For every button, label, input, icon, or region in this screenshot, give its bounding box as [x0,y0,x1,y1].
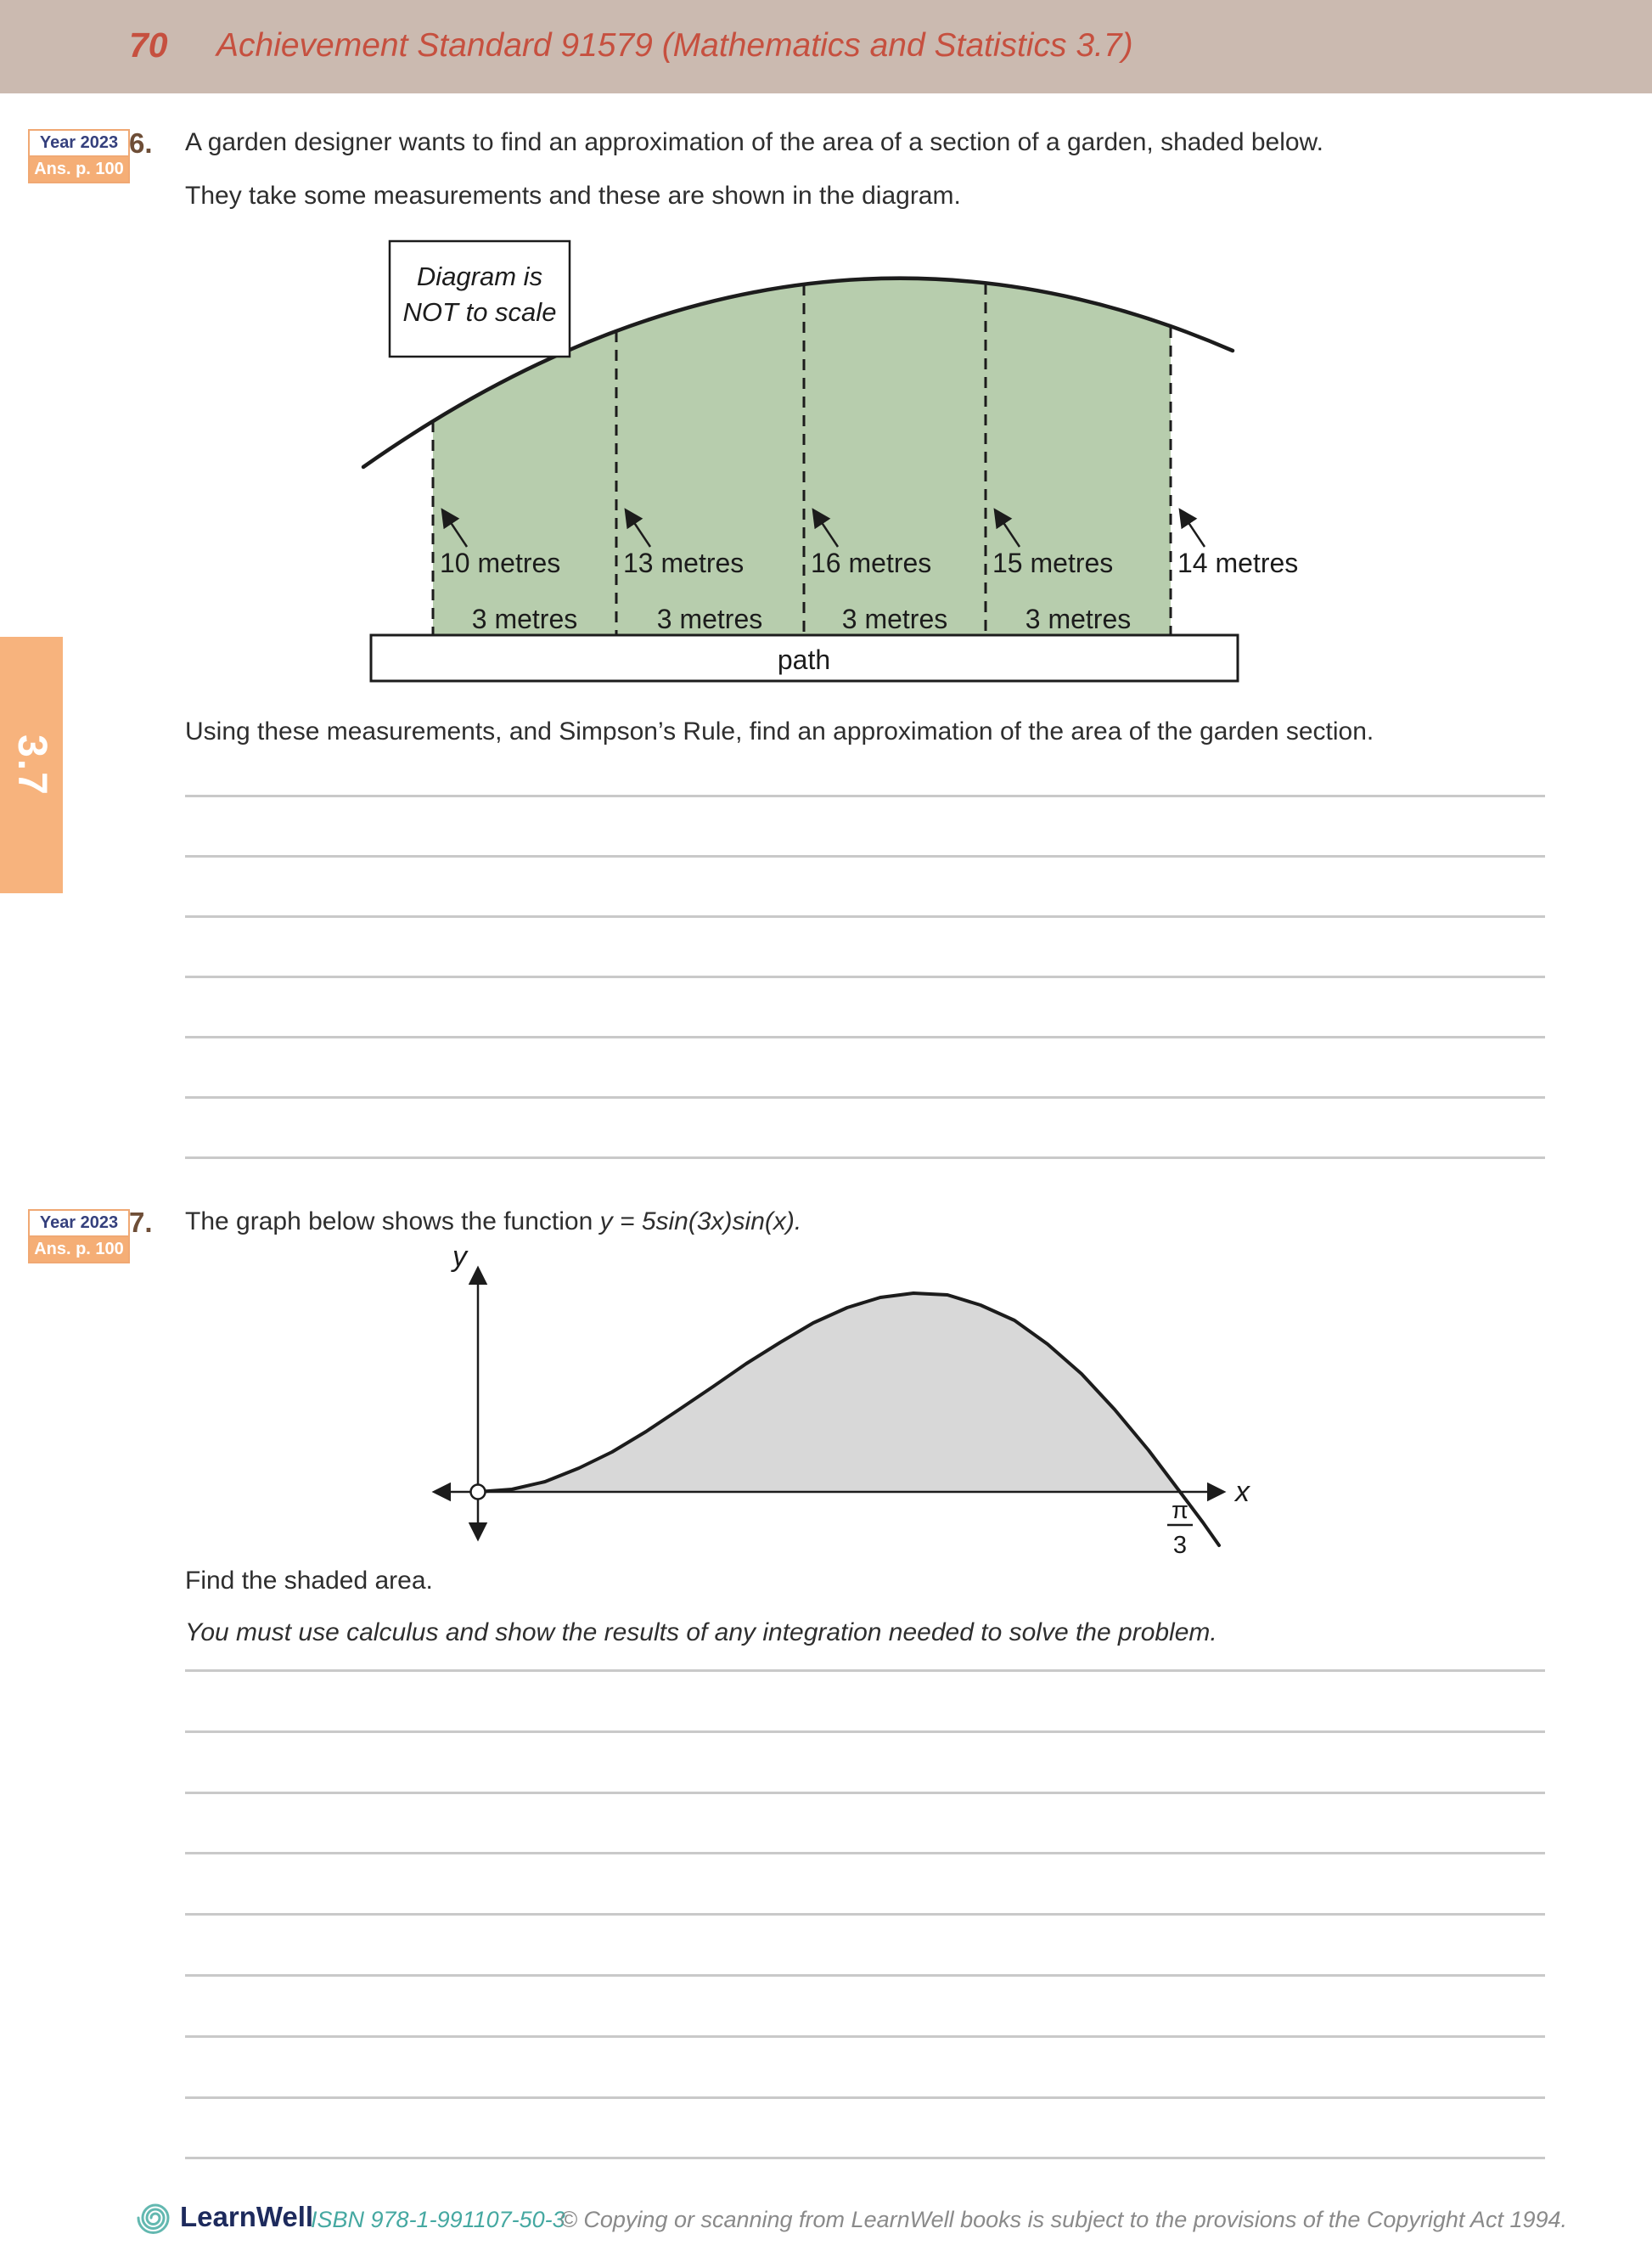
width-label-3: 3 metres [841,604,948,634]
height-label-1: 10 metres [440,548,561,578]
q6-year-badge: Year 2023 [30,131,128,157]
height-label-2: 13 metres [623,548,745,578]
answer-line [185,1852,1545,1854]
q6-number: 6. [129,127,153,159]
height-label-3: 16 metres [811,548,932,578]
q7-year-badge: Year 2023 [30,1211,128,1237]
scale-note-line1: Diagram is [416,262,543,291]
garden-diagram [323,229,1341,692]
path-label: path [777,644,831,675]
y-axis-label: y [452,1241,467,1273]
answer-line [185,2157,1545,2159]
width-label-4: 3 metres [1025,604,1132,634]
q7-instruction: You must use calculus and show the results of any integration needed to solve the problem. [185,1618,1217,1646]
footer-isbn: ISBN 978-1-991107-50-3 [311,2207,565,2232]
answer-line [185,2096,1545,2099]
answer-line [185,1036,1545,1038]
q7-text [185,1207,1586,1236]
answer-line [185,915,1545,918]
footer-brand: LearnWell [180,2201,314,2232]
answer-line [185,1096,1545,1099]
q6-answer-page-badge: Ans. p. 100 [34,160,124,178]
page-number: 70 [129,25,168,65]
q6-text-line2: They take some measurements and these are shown in the diagram. [185,182,961,210]
q7-find: Find the shaded area. [185,1567,433,1595]
answer-line [185,855,1545,858]
height-label-5: 14 metres [1177,548,1299,578]
q6-year-answer-badge [28,129,130,183]
answer-line [185,1974,1545,1977]
q7-number: 7. [129,1207,153,1238]
origin-circle [471,1485,486,1500]
x-axis-label: x [1235,1476,1250,1508]
width-label-2: 3 metres [656,604,763,634]
function-graph [407,1235,1273,1567]
graph-shaded-area [478,1293,1180,1492]
q7-answer-page-badge: Ans. p. 100 [34,1240,124,1258]
answer-line [185,795,1545,797]
height-label-4: 15 metres [992,548,1114,578]
learnwell-logo-spiral-icon [127,2196,171,2240]
answer-line [185,1669,1545,1672]
q7-formula: y = 5sin(3x)sin(x). [599,1207,802,1235]
q7-year-answer-badge [28,1209,130,1263]
answer-line [185,1156,1545,1159]
page-header [0,0,1652,93]
answer-line [185,2035,1545,2038]
q6-prompt: Using these measurements, and Simpson’s Rule, find an approximation of the area of the garden section. [185,717,1374,746]
section-tab-3-7 [0,637,63,893]
answer-line [185,976,1545,978]
answer-line [185,1730,1545,1733]
tick-3: 3 [1172,1532,1188,1559]
scale-note-line2: NOT to scale [402,297,557,327]
answer-line [185,1913,1545,1916]
tick-pi: π [1171,1497,1189,1524]
page-title: Achievement Standard 91579 (Mathematics and Statistics 3.7) [216,27,1133,64]
answer-line [185,1792,1545,1794]
q7-text-before: The graph below shows the function [185,1207,600,1235]
section-tab-label: 3.7 [8,734,54,796]
footer-copyright: © Copying or scanning from LearnWell books is subject to the provisions of the Copyright Act 1994. [560,2207,1568,2232]
width-label-1: 3 metres [471,604,578,634]
q6-text-line1: A garden designer wants to find an approximation of the area of a section of a garden, shaded below. [185,128,1323,156]
